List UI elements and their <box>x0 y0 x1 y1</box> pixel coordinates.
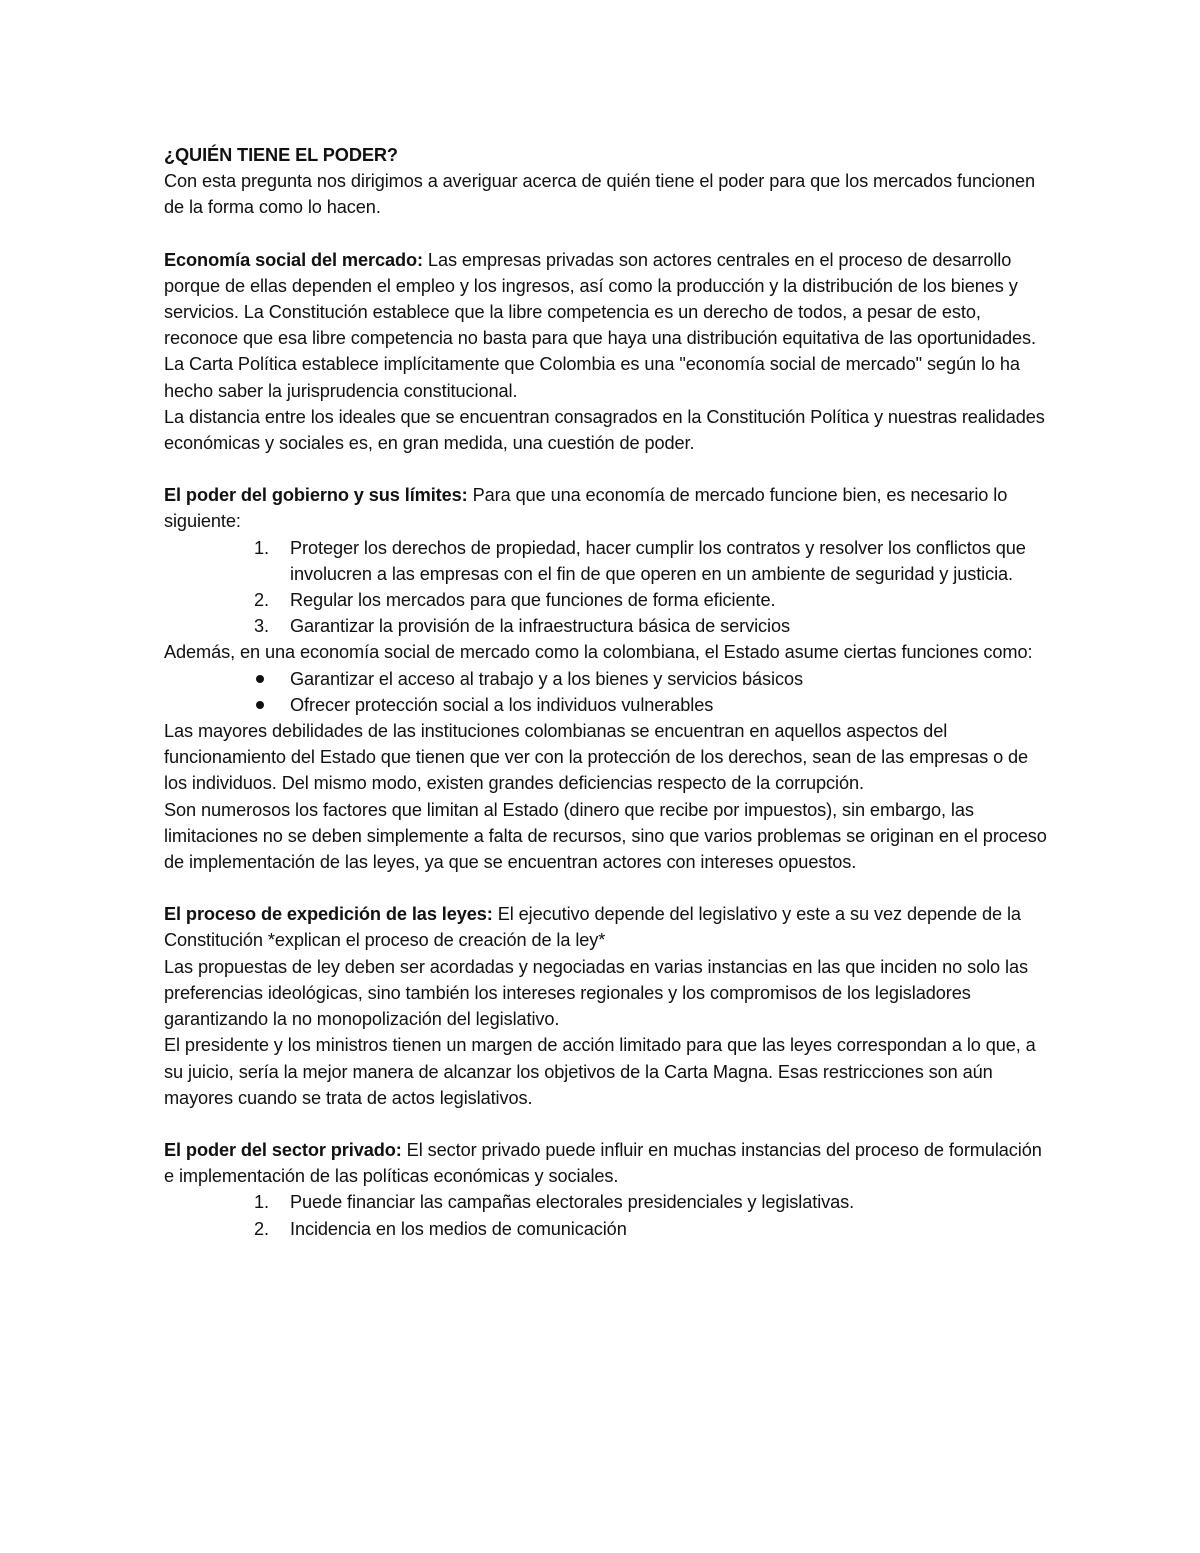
intro-paragraph: Con esta pregunta nos dirigimos a averiguar acerca de quién tiene el poder para que los mercados funcionen de la forma como lo hacen. <box>164 171 1036 218</box>
list-item-text: Proteger los derechos de propiedad, hacer cumplir los contratos y resolver los conflictos que involucren a las empresas con el fin de que operen en un ambiente de seguridad y justicia. <box>290 537 1026 584</box>
spacer <box>164 875 1050 901</box>
spacer <box>164 221 1050 247</box>
bullet-icon <box>256 701 264 709</box>
section-expedicion-leyes-p1 <box>164 901 1050 953</box>
list-item <box>164 692 1050 718</box>
list-item <box>164 535 1050 587</box>
list-item <box>164 666 1050 692</box>
list-item <box>164 587 1050 613</box>
section-sector-privado-p1 <box>164 1137 1050 1189</box>
list-item-text: Garantizar el acceso al trabajo y a los bienes y servicios básicos <box>290 668 803 689</box>
section-poder-gobierno-p4: Son numerosos los factores que limitan al Estado (dinero que recibe por impuestos), sin embargo, las limitaciones no se deben simplemente a falta de recursos, sino que varios problemas se originan en el proceso de implementación de las leyes, ya que se encuentran actores con intereses opuestos. <box>164 799 1047 873</box>
document-title: ¿QUIÉN TIENE EL PODER? <box>164 145 398 165</box>
list-item-text: Puede financiar las campañas electorales presidenciales y legislativas. <box>290 1192 855 1213</box>
section-heading: El poder del sector privado: <box>164 1139 402 1160</box>
list-item-text: Garantizar la provisión de la infraestructura básica de servicios <box>290 616 790 637</box>
list-item-text: Ofrecer protección social a los individuos vulnerables <box>290 694 714 715</box>
paragraph-text: El sector privado puede influir en muchas instancias del proceso de formulación e implementación de las políticas económicas y sociales. <box>164 1139 1042 1187</box>
section-expedicion-leyes-p2: Las propuestas de ley deben ser acordadas y negociadas en varias instancias en las que inciden no solo las preferencias ideológicas, sino también los intereses regionales y los compromisos de los legisladores garantizando la no monopolización del legislativo. <box>164 956 1028 1030</box>
paragraph-text: Para que una economía de mercado funcione bien, es necesario lo siguiente: <box>164 485 1008 532</box>
paragraph-text: El ejecutivo depende del legislativo y este a su vez depende de la Constitución *explican el proceso de creación de la ley* <box>164 904 1021 951</box>
section-heading: El proceso de expedición de las leyes: <box>164 904 493 925</box>
spacer <box>164 456 1050 482</box>
section-economia-social-p1 <box>164 247 1050 352</box>
section-heading: Economía social del mercado: <box>164 249 423 270</box>
list-number: 1. <box>254 537 269 558</box>
section-poder-gobierno-p1 <box>164 482 1050 534</box>
list-number: 1. <box>254 1192 269 1213</box>
numbered-list <box>164 535 1050 640</box>
numbered-list <box>164 1189 1050 1241</box>
section-economia-social-p2: La Carta Política establece implícitamente que Colombia es una "economía social de mercado" según lo ha hecho saber la jurisprudencia constitucional. <box>164 354 1020 401</box>
spacer <box>164 1111 1050 1137</box>
list-item-text: Regular los mercados para que funciones de forma eficiente. <box>290 590 776 611</box>
list-item <box>164 613 1050 639</box>
bullet-icon <box>256 675 264 683</box>
section-poder-gobierno-p3: Las mayores debilidades de las instituciones colombianas se encuentran en aquellos aspectos del funcionamiento del Estado que tienen que ver con la protección de los derechos, sean de las empresas o de los individuos. Del mismo modo, existen grandes deficiencias respecto de la corrupción. <box>164 721 1029 794</box>
section-expedicion-leyes-p3: El presidente y los ministros tienen un margen de acción limitado para que las leyes correspondan a lo que, a su juicio, sería la mejor manera de alcanzar los objetivos de la Carta Magna. Esas restricciones son aún mayores cuando se trata de actos legislativos. <box>164 1035 1036 1108</box>
list-number: 2. <box>254 1218 269 1239</box>
list-number: 2. <box>254 590 269 611</box>
paragraph-text: Las empresas privadas son actores centrales en el proceso de desarrollo porque de ellas dependen el empleo y los ingresos, así como la producción y la distribución de los bienes y servicios. La Constitución establece que la libre competencia es un derecho de todos, a pesar de esto, reconoce que esa libre competencia no basta para que haya una distribución equitativa de las oportunidades. <box>164 249 1036 349</box>
list-number: 3. <box>254 616 269 637</box>
section-economia-social-p3: La distancia entre los ideales que se encuentran consagrados en la Constitución Política y nuestras realidades económicas y sociales es, en gran medida, una cuestión de poder. <box>164 406 1045 454</box>
section-poder-gobierno-p2: Además, en una economía social de mercado como la colombiana, el Estado asume ciertas funciones como: <box>164 642 1033 663</box>
section-heading: El poder del gobierno y sus límites: <box>164 485 468 506</box>
list-item-text: Incidencia en los medios de comunicación <box>290 1218 627 1239</box>
bullet-list <box>164 666 1050 718</box>
list-item <box>164 1189 1050 1215</box>
list-item <box>164 1216 1050 1242</box>
